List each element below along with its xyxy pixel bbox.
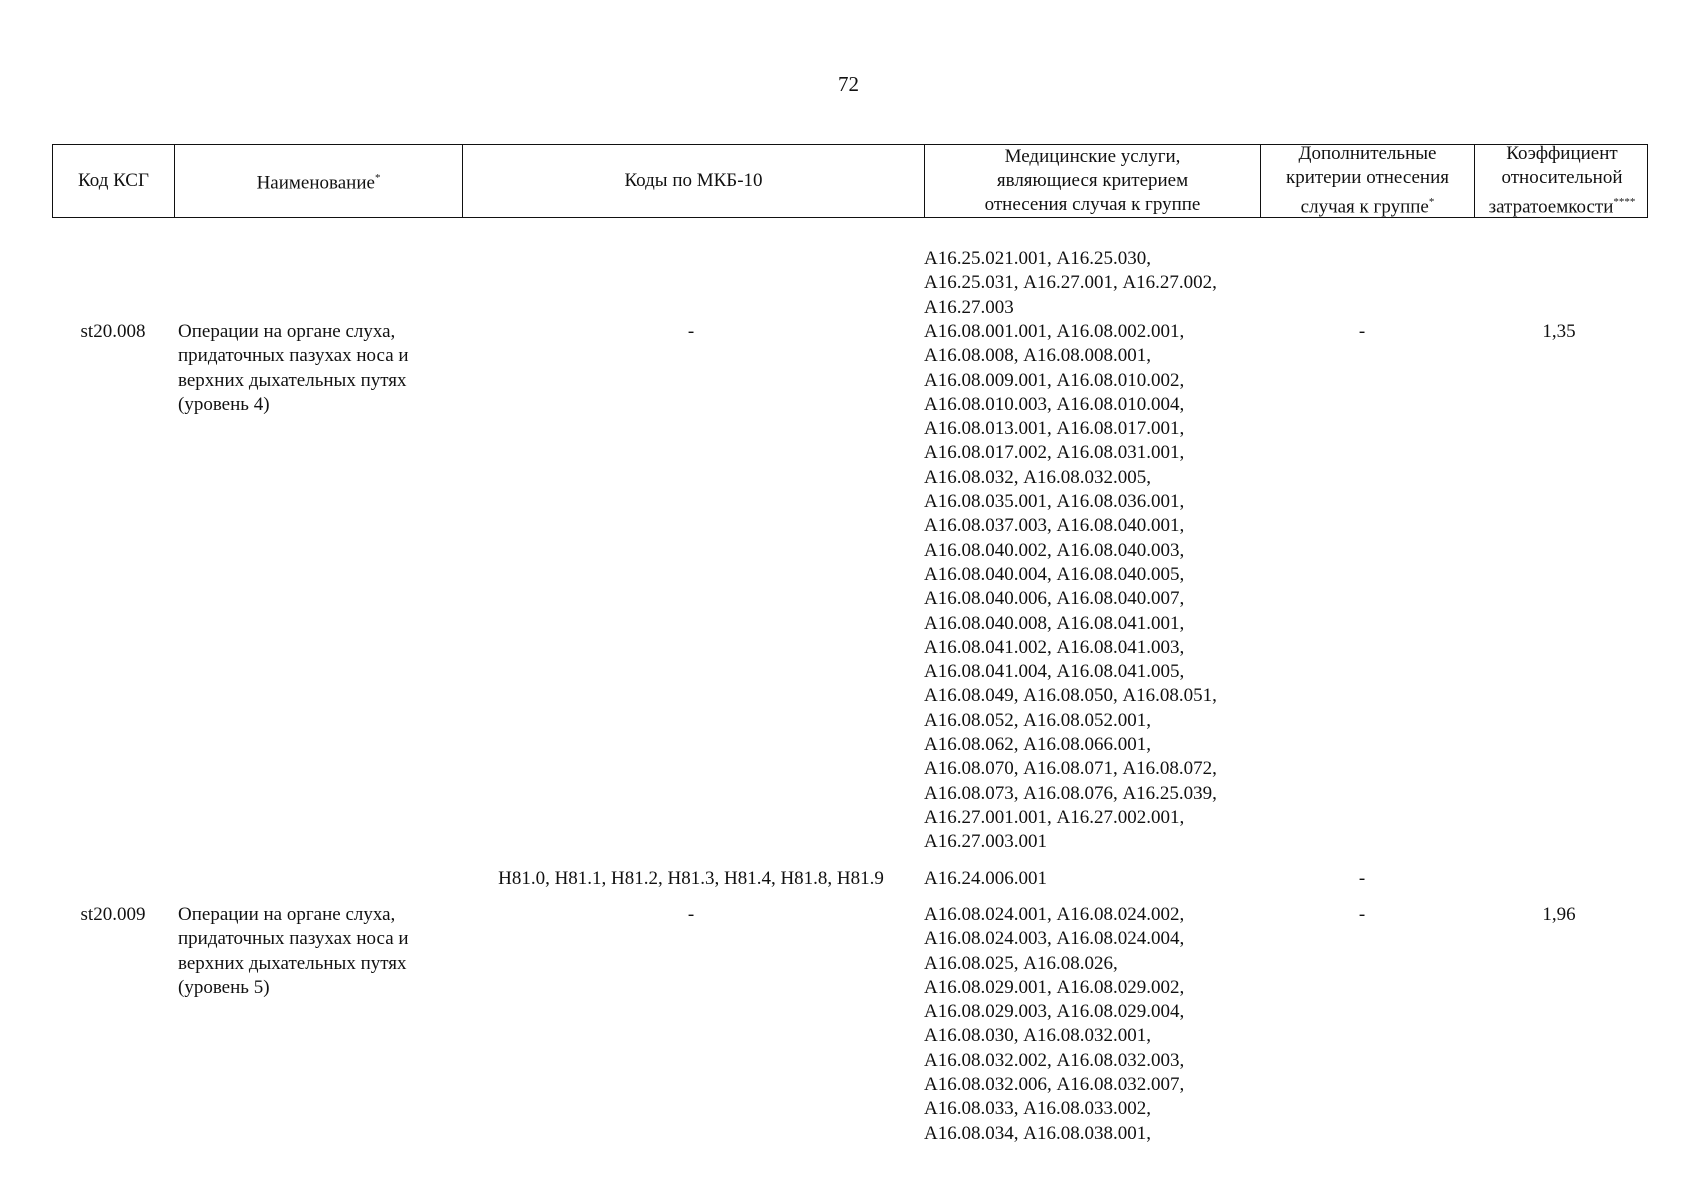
- header-mkb: [463, 145, 925, 217]
- page-number: 72: [838, 72, 859, 96]
- header-mkb-label: Коды по МКБ-10: [624, 170, 763, 191]
- row-st20-008-services: А16.08.001.001, А16.08.002.001, А16.08.008, А16.08.008.001, А16.08.009.001, А16.08.010.002, А16.08.010.003, А16.08.010.004, А16.08.013.001, А16.08.017.001, А16.08.017.002, А16.08.031.001, А16.08.032, А16.08.032.005, А16.08.035.001, А16.08.036.001, А16.08.037.003, А16.08.040.001, А16.08.040.002, А16.08.040.003, А16.08.040.004, А16.08.040.005, А16.08.040.006, А16.08.040.007, А16.08.040.008, А16.08.041.001, А16.08.041.002, А16.08.041.003, А16.08.041.004, А16.08.041.005, А16.08.049, А16.08.050, А16.08.051, А16.08.052, А16.08.052.001, А16.08.062, А16.08.066.001, А16.08.070, А16.08.071, А16.08.072, А16.08.073, А16.08.076, А16.25.039, А16.27.001.001, А16.27.002.001, А16.27.003.001: [924, 321, 1217, 853]
- header-name: [175, 145, 463, 217]
- row-st20-009-name: Операции на органе слуха, придаточных пазухах носа и верхних дыхательных путях (уровень 5): [178, 904, 409, 998]
- row-st20-009-coef: 1,96: [1542, 904, 1576, 925]
- row-st20-008-coef: 1,35: [1542, 321, 1576, 342]
- row-h81-services: А16.24.006.001: [924, 868, 1047, 889]
- header-code: [53, 145, 175, 217]
- header-coef: [1475, 145, 1649, 217]
- table-header: [52, 144, 1648, 218]
- header-coef-footnote-mark: ****: [1613, 196, 1636, 209]
- row-st20-008-mkb: -: [687, 321, 695, 342]
- header-additional-label: Дополнительные критерии отнесения случая к группе*: [1285, 143, 1450, 218]
- header-services-label: Медицинские услуги, являющиеся критерием отнесения случая к группе: [984, 146, 1201, 215]
- row-h81-additional: -: [1358, 868, 1366, 889]
- row-st20-009-code: st20.009: [80, 904, 146, 925]
- row-h81-mkb: H81.0, H81.1, H81.2, H81.3, H81.4, H81.8, H81.9: [498, 868, 884, 889]
- row-st20-009-services: А16.08.024.001, А16.08.024.002, А16.08.024.003, А16.08.024.004, А16.08.025, А16.08.026, А16.08.029.001, А16.08.029.002, А16.08.029.003, А16.08.029.004, А16.08.030, А16.08.032.001, А16.08.032.002, А16.08.032.003, А16.08.032.006, А16.08.032.007, А16.08.033, А16.08.033.002, А16.08.034, А16.08.038.001,: [924, 904, 1185, 1144]
- header-name-label: Наименование*: [256, 172, 381, 194]
- header-name-footnote-mark: *: [374, 172, 381, 185]
- header-additional-footnote-mark: *: [1428, 196, 1435, 209]
- row-st20-008-code: st20.008: [80, 321, 146, 342]
- row-st20-008-additional: -: [1358, 321, 1366, 342]
- row-st20-009-additional: -: [1358, 904, 1366, 925]
- header-code-label: Код КСГ: [78, 170, 149, 191]
- header-coef-label: Коэффициент относительной затратоемкости****: [1488, 143, 1636, 218]
- row-st20-009-mkb: -: [687, 904, 695, 925]
- header-additional: [1261, 145, 1475, 217]
- header-services: [925, 145, 1261, 217]
- row-st20-008-name: Операции на органе слуха, придаточных пазухах носа и верхних дыхательных путях (уровень 4): [178, 321, 409, 415]
- services-continuation: А16.25.021.001, А16.25.030, А16.25.031, А16.27.001, А16.27.002, А16.27.003: [924, 248, 1217, 318]
